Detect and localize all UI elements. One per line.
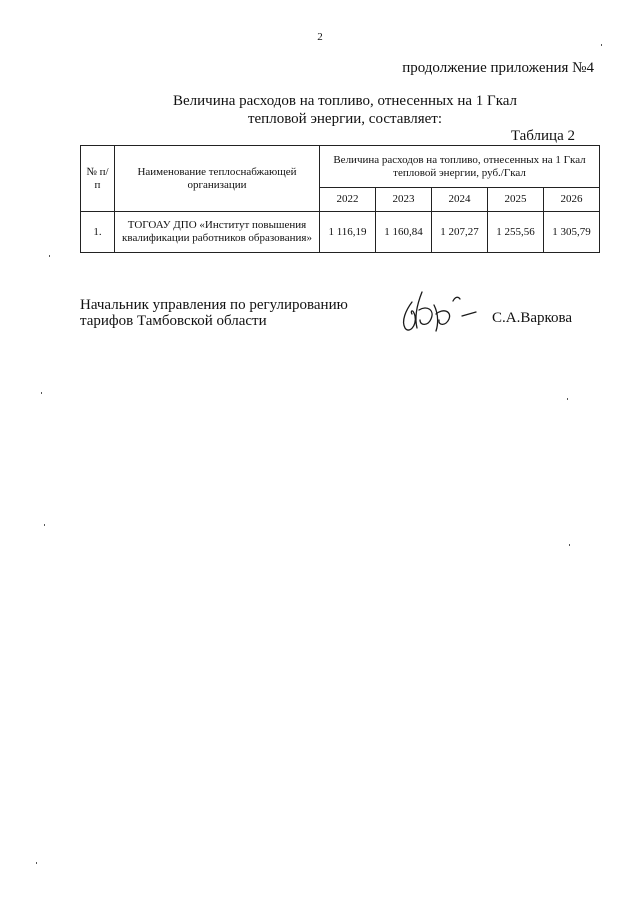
header-year: 2024 — [432, 188, 488, 212]
signer-name: С.А.Варкова — [492, 310, 573, 326]
page-number: 2 — [317, 31, 323, 43]
value-cell: 1 255,56 — [488, 212, 544, 253]
header-number: № п/п — [81, 146, 115, 212]
scan-speck — [49, 255, 50, 257]
value-cell: 1 116,19 — [320, 212, 376, 253]
header-organization: Наименование теплоснабжающей организации — [115, 146, 320, 212]
document-title — [0, 92, 640, 128]
handwritten-signature — [398, 288, 482, 336]
title-line-2: тепловой энергии, составляет: — [247, 111, 443, 127]
row-number: 1. — [81, 212, 115, 253]
fuel-cost-table — [80, 145, 600, 253]
value-cell: 1 305,79 — [544, 212, 600, 253]
header-year: 2025 — [488, 188, 544, 212]
signer-position-line-1: Начальник управления по регулированию — [80, 297, 348, 313]
scan-speck — [567, 398, 568, 400]
header-year: 2022 — [320, 188, 376, 212]
title-line-1: Величина расходов на топливо, отнесенных на 1 Гкал — [172, 93, 518, 109]
scan-speck — [569, 544, 570, 546]
value-cell: 1 207,27 — [432, 212, 488, 253]
table-caption: Таблица 2 — [510, 128, 575, 144]
scan-speck — [601, 44, 602, 46]
appendix-reference: продолжение приложения №4 — [402, 60, 594, 76]
header-year: 2026 — [544, 188, 600, 212]
signer-position — [80, 297, 348, 329]
scan-speck — [36, 862, 37, 864]
value-cell: 1 160,84 — [376, 212, 432, 253]
table-row — [81, 212, 600, 253]
organization-name: ТОГОАУ ДПО «Институт повышения квалификации работников образования» — [115, 212, 320, 253]
signer-position-line-2: тарифов Тамбовской области — [80, 313, 267, 329]
header-year: 2023 — [376, 188, 432, 212]
header-fuel-cost-group: Величина расходов на топливо, отнесенных на 1 Гкал тепловой энергии, руб./Гкал — [320, 146, 600, 188]
scan-speck — [44, 524, 45, 526]
scan-speck — [41, 392, 42, 394]
table-header-row — [81, 146, 600, 188]
